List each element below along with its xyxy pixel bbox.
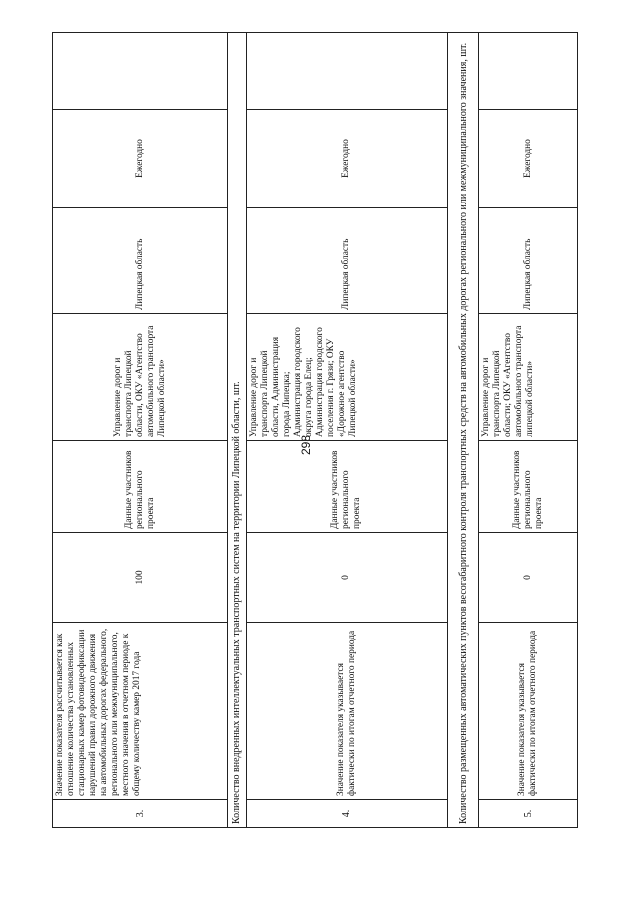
calculation-method: Значение показателя указывается фактически по итогам отчетного периода xyxy=(246,623,448,800)
calculation-method: Значение показателя рассчитывается как отношение количества установленных стационарных камер фотовидеофиксации нарушений правил дорожного движения на автомобильных дорогах федерального, регионального или межмуниципального, местного значения в отчетном периоде к общему количеству камер 2017 года xyxy=(53,623,228,800)
section-header-row xyxy=(448,33,479,828)
table-row xyxy=(246,33,448,828)
table-row xyxy=(53,33,228,828)
empty-cell xyxy=(479,33,578,110)
territory: Липецкая область xyxy=(53,208,228,314)
section-title: Количество размещенных автоматических пунктов весогабаритного контроля транспортных средств на автомобильных дорогах регионального или межмуниципального значения, шт. xyxy=(448,33,479,828)
data-source: Данные участников регионального проекта xyxy=(246,441,448,533)
responsible-body: Управление дорог и транспорта Липецкой области, Администрация города Липецка; Администрация городского округа города Елец; Администрация городского поселения г. Грязи; ОКУ «Дорожное агентство Липецкой области» xyxy=(246,314,448,441)
frequency: Ежегодно xyxy=(246,110,448,208)
responsible-body: Управление дорог и транспорта Липецкой области; ОКУ «Агентство автомобильного транспорта липецкой области» xyxy=(479,314,578,441)
base-value: 100 xyxy=(53,533,228,623)
data-source: Данные участников регионального проекта xyxy=(53,441,228,533)
indicator-table-sheet xyxy=(52,33,578,828)
frequency: Ежегодно xyxy=(479,110,578,208)
section-title: Количество внедренных интеллектуальных транспортных систем на территории Липецкой области, шт. xyxy=(228,33,247,828)
responsible-body: Управление дорог и транспорта Липецкой области, ОКУ «Агентство автомобильного транспорта Липецкой области» xyxy=(53,314,228,441)
calculation-method: Значение показателя указывается фактически по итогам отчетного периода xyxy=(479,623,578,800)
territory: Липецкая область xyxy=(479,208,578,314)
section-header-row xyxy=(228,33,247,828)
empty-cell xyxy=(246,33,448,110)
data-source: Данные участников регионального проекта xyxy=(479,441,578,533)
row-number: 3. xyxy=(53,800,228,828)
table-row xyxy=(479,33,578,828)
territory: Липецкая область xyxy=(246,208,448,314)
page-number: 298 xyxy=(299,434,313,456)
base-value: 0 xyxy=(479,533,578,623)
base-value: 0 xyxy=(246,533,448,623)
frequency: Ежегодно xyxy=(53,110,228,208)
indicator-table xyxy=(52,32,578,828)
row-number: 4. xyxy=(246,800,448,828)
row-number: 5. xyxy=(479,800,578,828)
empty-cell xyxy=(53,33,228,110)
